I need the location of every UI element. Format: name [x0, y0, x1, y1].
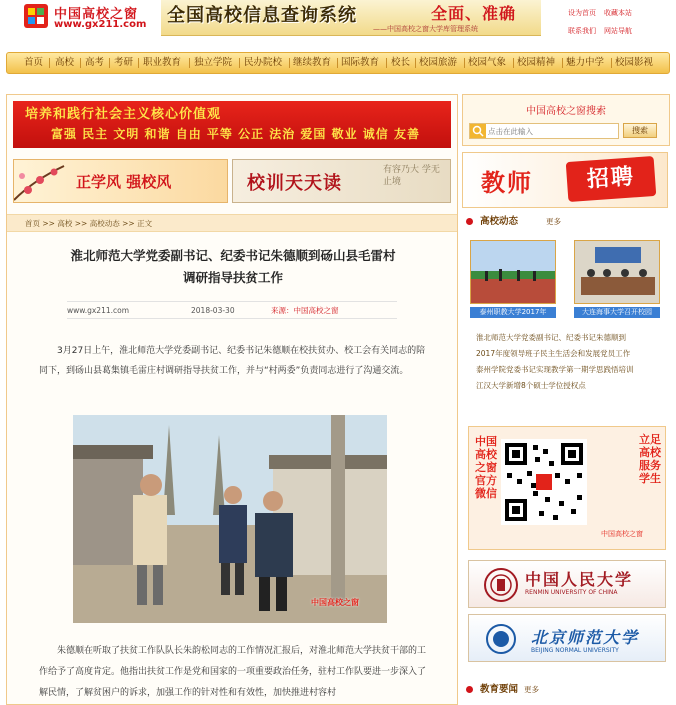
study-style-banner[interactable]	[13, 159, 228, 203]
list-item[interactable]: 江汉大学新增8个硕士学位授权点	[476, 381, 586, 390]
site-logo[interactable]	[22, 2, 150, 34]
link-sitemap[interactable]: 网站导航	[604, 27, 632, 35]
breadcrumb-sep: >>	[42, 219, 55, 228]
college-news-title: 高校动态	[480, 216, 519, 227]
qr-brand: 中国高校之窗	[601, 530, 643, 538]
banner-slogan: 全面、准确	[431, 4, 517, 23]
college-news-more-link[interactable]: 更多	[546, 217, 561, 226]
link-bookmark[interactable]: 收藏本站	[604, 9, 632, 17]
beijing-normal-university-ad[interactable]	[468, 614, 666, 662]
school-motto-text: 校训天天读	[247, 173, 342, 194]
nav-divider	[513, 58, 514, 68]
article-source: 来源：中国高校之窗	[271, 306, 339, 315]
link-set-home[interactable]: 设为首页	[568, 9, 596, 17]
list-item[interactable]: 泰州学院党委书记实现教学第一期学思践悟培训	[476, 365, 634, 374]
nav-divider	[611, 58, 612, 68]
nav-item-high-school[interactable]: 魅力中学	[566, 57, 605, 68]
bullet-icon	[466, 218, 473, 225]
qr-code-icon	[501, 439, 587, 525]
site-header	[0, 0, 676, 46]
breadcrumb-sep: >>	[74, 219, 88, 228]
banner-title: 全国高校信息查询系统	[167, 5, 357, 26]
breadcrumb-current: 正文	[137, 219, 153, 228]
nav-item-home[interactable]: 首页	[24, 57, 44, 68]
list-item[interactable]: 淮北师范大学党委副书记、纪委书记朱德顺到	[476, 333, 626, 342]
article-date: 2018-03-30	[191, 306, 235, 315]
search-title: 中国高校之窗搜索	[526, 106, 606, 117]
edu-news-header	[462, 682, 668, 698]
nav-item-independent[interactable]: 独立学院	[194, 57, 233, 68]
recruit-right-text: 招聘	[566, 156, 657, 202]
article-title	[7, 245, 459, 289]
news-thumbnail[interactable]	[470, 240, 556, 304]
bnu-seal-icon	[485, 623, 517, 655]
sidebar	[462, 94, 670, 705]
nav-divider	[109, 58, 110, 68]
top-links	[560, 0, 660, 42]
nav-divider	[386, 58, 387, 68]
renmin-university-ad[interactable]	[468, 560, 666, 608]
logo-url: www.gx211.com	[54, 19, 147, 30]
photo-watermark: 中国高校之窗	[311, 598, 359, 607]
news-caption[interactable]: 泰州职教大学2017年	[470, 307, 556, 318]
bullet-icon	[466, 686, 473, 693]
nav-item-continuing[interactable]: 继续教育	[293, 57, 332, 68]
breadcrumb	[7, 214, 457, 232]
search-input[interactable]	[488, 124, 616, 138]
qr-right-caption: 立足高校 服务学生	[639, 433, 661, 485]
core-values-banner[interactable]	[13, 101, 451, 148]
edu-news-title: 教育要闻	[480, 684, 519, 695]
article-column	[6, 94, 458, 705]
logo-name: 中国高校之窗	[54, 7, 139, 22]
school-motto-banner[interactable]	[232, 159, 451, 203]
banner-subtitle: ——中国高校之窗大学库管理系统	[373, 25, 478, 33]
search-icon	[470, 124, 486, 138]
motto-decoration: 有容乃大 学无止境	[383, 165, 440, 187]
meeting-room-photo	[575, 241, 660, 304]
nav-divider	[49, 58, 50, 68]
nav-item-international[interactable]: 国际教育	[341, 57, 380, 68]
nav-divider	[189, 58, 190, 68]
nav-divider	[239, 58, 240, 68]
values-list: 富强 民主 文明 和谐 自由 平等 公正 法治 爱国 敬业 诚信 友善	[51, 127, 420, 141]
nav-divider	[464, 58, 465, 68]
logo-window-icon	[22, 2, 50, 30]
search-button[interactable]: 搜索	[623, 123, 657, 138]
search-panel	[462, 94, 670, 146]
list-item[interactable]: 2017年度领导班子民主生活会和发展党员工作	[476, 349, 631, 358]
main-nav	[6, 52, 670, 74]
news-caption[interactable]: 大连海事大学召开校园	[574, 307, 660, 318]
breadcrumb-home[interactable]: 首页	[25, 219, 40, 228]
renmin-name-en: RENMIN UNIVERSITY OF CHINA	[525, 589, 618, 596]
nav-divider	[562, 58, 563, 68]
nav-divider	[337, 58, 338, 68]
nav-item-spirit[interactable]: 校园精神	[517, 57, 556, 68]
nav-item-travel[interactable]: 校园旅游	[419, 57, 458, 68]
sports-field-photo	[471, 241, 556, 304]
renmin-name: 中国人民大学	[525, 570, 634, 589]
qr-left-caption: 中国高校之窗官方微信	[475, 435, 497, 500]
nav-divider	[80, 58, 81, 68]
nav-item-private[interactable]: 民办院校	[244, 57, 283, 68]
renmin-seal-icon	[483, 567, 519, 603]
article-paragraph: 3月27日上午，淮北师范大学党委副书记、纪委书记朱德顺在校扶贫办、校工会有关同志的陪同下，到砀山县葛集镇毛雷庄村调研指导扶贫工作，并与“村两委”负责同志进行了沟通交流。	[39, 346, 426, 376]
link-contact[interactable]: 联系我们	[568, 27, 596, 35]
nav-item-colleges[interactable]: 高校	[55, 57, 75, 68]
nav-divider	[289, 58, 290, 68]
nav-item-kaoyan[interactable]: 考研	[114, 57, 134, 68]
bnu-name-en: BEIJING NORMAL UNIVERSITY	[531, 647, 619, 654]
article-meta	[67, 301, 397, 319]
bnu-name: 北京师范大学	[531, 628, 640, 647]
edu-news-more-link[interactable]: 更多	[524, 685, 539, 694]
article-title-line1: 淮北师范大学党委副书记、纪委书记朱德顺到砀山县毛雷村	[70, 248, 396, 263]
college-news-header	[462, 214, 668, 230]
recruit-left-text: 教师	[481, 169, 533, 197]
article-title-line2: 调研指导扶贫工作	[182, 270, 283, 285]
news-thumbnail[interactable]	[574, 240, 660, 304]
nav-item-gaokao[interactable]: 高考	[85, 57, 105, 68]
breadcrumb-sep: >>	[122, 219, 135, 228]
top-banner[interactable]	[161, 0, 541, 36]
breadcrumb-news[interactable]: 高校动态	[89, 219, 120, 228]
values-heading: 培养和践行社会主义核心价值观	[25, 107, 222, 122]
plum-blossom-icon	[14, 160, 72, 203]
breadcrumb-colleges[interactable]: 高校	[57, 219, 73, 228]
search-box	[469, 123, 619, 139]
study-style-text: 正学风 强校风	[76, 173, 172, 191]
nav-item-presidents[interactable]: 校长	[391, 57, 411, 68]
nav-item-weather[interactable]: 校园气象	[468, 57, 507, 68]
wechat-qr-panel	[468, 426, 666, 550]
nav-item-film[interactable]: 校园影视	[615, 57, 654, 68]
article-photo	[73, 415, 387, 623]
article-paragraph: 朱德顺在听取了扶贫工作队队长朱韵松同志的工作情况汇报后，对淮北师范大学扶贫干部的工作给予了高度肯定。他指出扶贫工作是党和国家的一项重要政治任务，驻村工作队要进一步深入了解民情，了解贫困户的诉求，加强工作的针对性和有效性，加快推进村容村	[39, 646, 427, 698]
news-list	[476, 330, 666, 394]
nav-divider	[415, 58, 416, 68]
nav-item-vocational[interactable]: 职业教育	[143, 57, 182, 68]
article-site: www.gx211.com	[67, 306, 130, 315]
nav-divider	[138, 58, 139, 68]
village-visit-photo	[73, 415, 387, 623]
teacher-recruit-banner[interactable]	[462, 152, 668, 208]
